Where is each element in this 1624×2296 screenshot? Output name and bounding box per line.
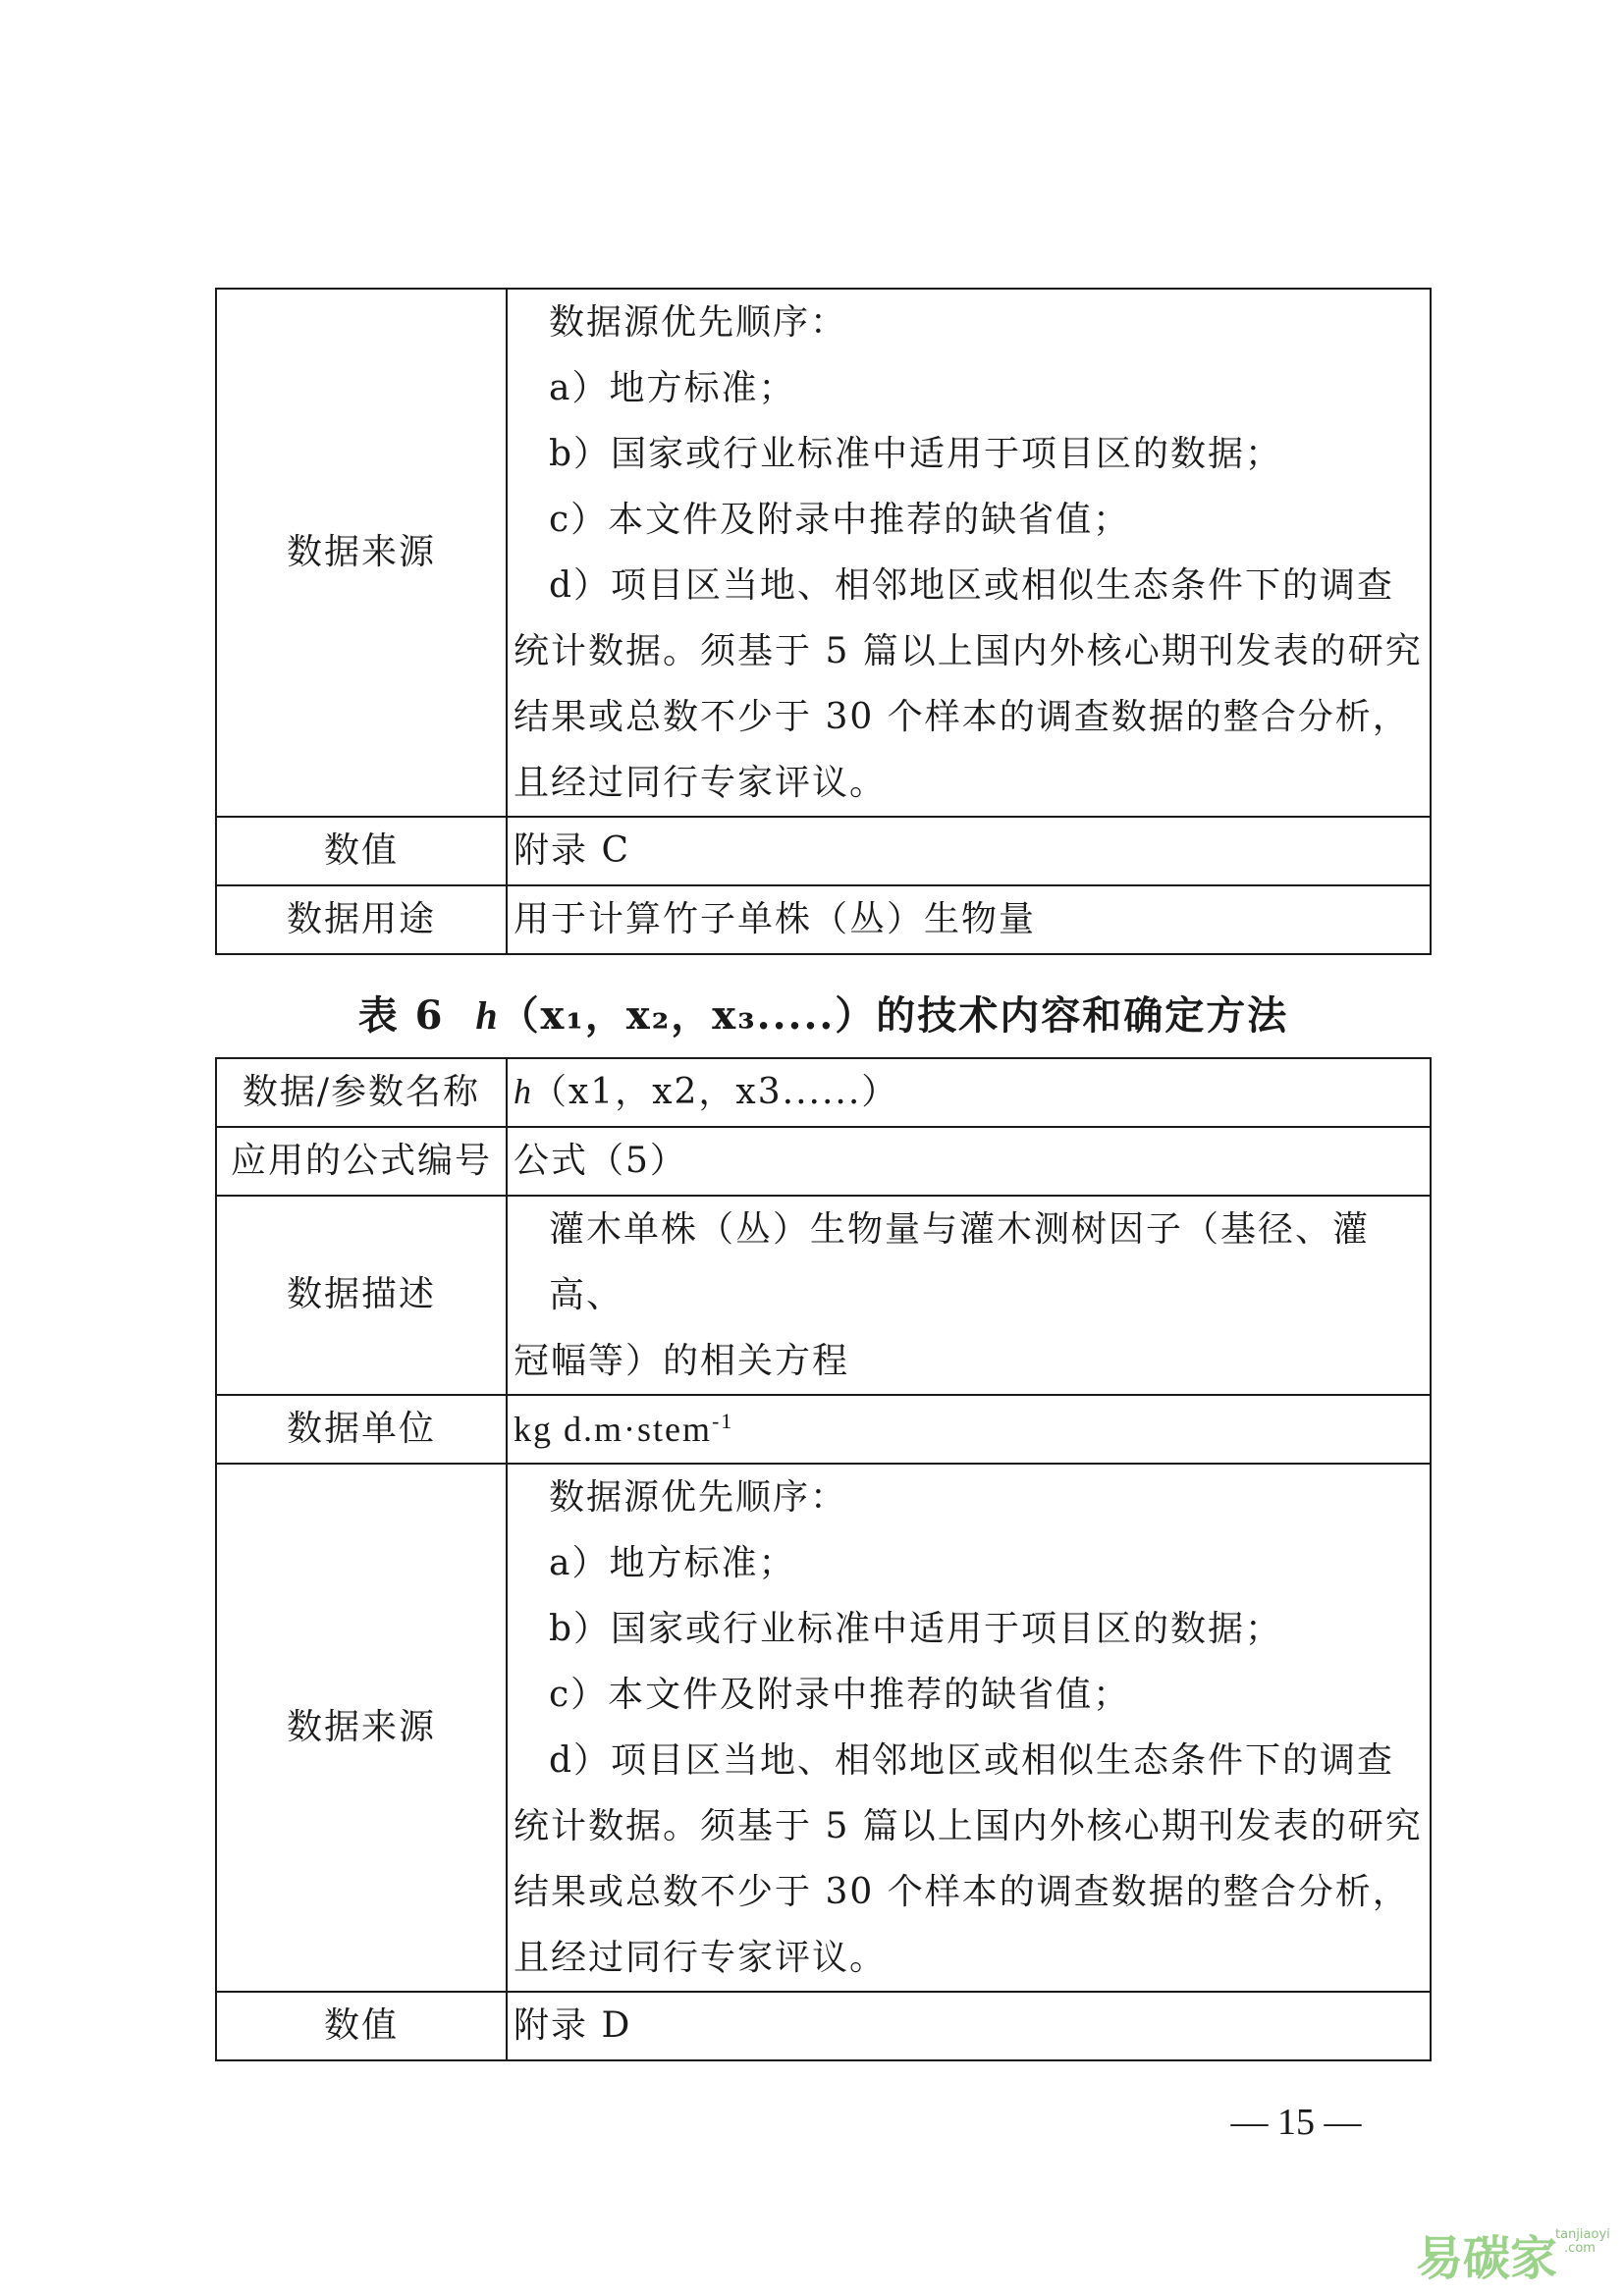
source-line: b）国家或行业标准中适用于项目区的数据；: [549, 434, 1283, 474]
description-line: 冠幅等）的相关方程: [514, 1341, 850, 1381]
use-cell: 用于计算竹子单株（丛）生物量: [507, 885, 1431, 954]
unit-base: kg d.m·stem: [514, 1409, 712, 1449]
unit-cell: [507, 1395, 1431, 1464]
data-source-cell: [507, 1464, 1431, 1992]
name-args: （x1，x2，x3......）: [531, 1072, 899, 1113]
table-row: [216, 817, 1431, 885]
row-label: 数据用途: [216, 885, 507, 954]
value-cell: 附录 D: [507, 1992, 1431, 2060]
table-row: [216, 289, 1431, 817]
caption-args: （x₁，x₂，x₃.....）的技术内容和确定方法: [499, 992, 1289, 1039]
parameter-table-continued: [215, 288, 1432, 955]
source-line: 结果或总数不少于 30 个样本的调查数据的整合分析，: [514, 1872, 1410, 1912]
data-source-cell: [507, 289, 1431, 817]
row-label: 数据单位: [216, 1395, 507, 1464]
row-label: 数据描述: [216, 1196, 507, 1395]
source-line: a）地方标准；: [549, 368, 796, 408]
source-line: a）地方标准；: [549, 1543, 796, 1583]
source-line: 结果或总数不少于 30 个样本的调查数据的整合分析，: [514, 697, 1410, 737]
table-row: [216, 1196, 1431, 1395]
watermark-logo: [1416, 2220, 1612, 2286]
table-row: [216, 1058, 1431, 1127]
description-cell: [507, 1196, 1431, 1395]
source-line: d）项目区当地、相邻地区或相似生态条件下的调查: [549, 565, 1395, 606]
watermark-text: 易碳家: [1416, 2231, 1558, 2286]
source-line: 且经过同行专家评议。: [514, 763, 888, 803]
table-row: [216, 885, 1431, 954]
source-line: d）项目区当地、相邻地区或相似生态条件下的调查: [549, 1740, 1395, 1781]
table-caption: [215, 985, 1432, 1041]
caption-prefix: 表 6: [357, 992, 445, 1039]
source-line: b）国家或行业标准中适用于项目区的数据；: [549, 1609, 1283, 1649]
table-row: [216, 1395, 1431, 1464]
source-line: 统计数据。须基于 5 篇以上国内外核心期刊发表的研究: [514, 1806, 1423, 1846]
source-line: 数据源优先顺序：: [549, 302, 848, 343]
source-line: c）本文件及附录中推荐的缺省值；: [549, 1675, 1131, 1715]
row-label: 数值: [216, 1992, 507, 2060]
source-line: 统计数据。须基于 5 篇以上国内外核心期刊发表的研究: [514, 631, 1423, 671]
table-row: [216, 1992, 1431, 2060]
source-line: c）本文件及附录中推荐的缺省值；: [549, 500, 1131, 540]
parameter-table-6: [215, 1057, 1432, 2061]
row-label: 数据/参数名称: [216, 1058, 507, 1127]
watermark-domain: tanjiaoyi .com: [1555, 2227, 1610, 2256]
name-cell: [507, 1058, 1431, 1127]
source-line: 数据源优先顺序：: [549, 1477, 848, 1518]
value-cell: 附录 C: [507, 817, 1431, 885]
source-line: 且经过同行专家评议。: [514, 1938, 888, 1978]
table-row: [216, 1127, 1431, 1196]
unit-exponent: -1: [711, 1408, 734, 1433]
row-label: 应用的公式编号: [216, 1127, 507, 1196]
caption-symbol: h: [475, 993, 500, 1038]
row-label: 数值: [216, 817, 507, 885]
formula-cell: 公式（5）: [507, 1127, 1431, 1196]
row-label: 数据来源: [216, 1464, 507, 1992]
page-number: — 15 —: [1230, 2102, 1362, 2143]
table-row: [216, 1464, 1431, 1992]
description-line: 灌木单株（丛）生物量与灌木测树因子（基径、灌高、: [549, 1209, 1371, 1315]
row-label: 数据来源: [216, 289, 507, 817]
name-symbol: h: [514, 1072, 531, 1112]
